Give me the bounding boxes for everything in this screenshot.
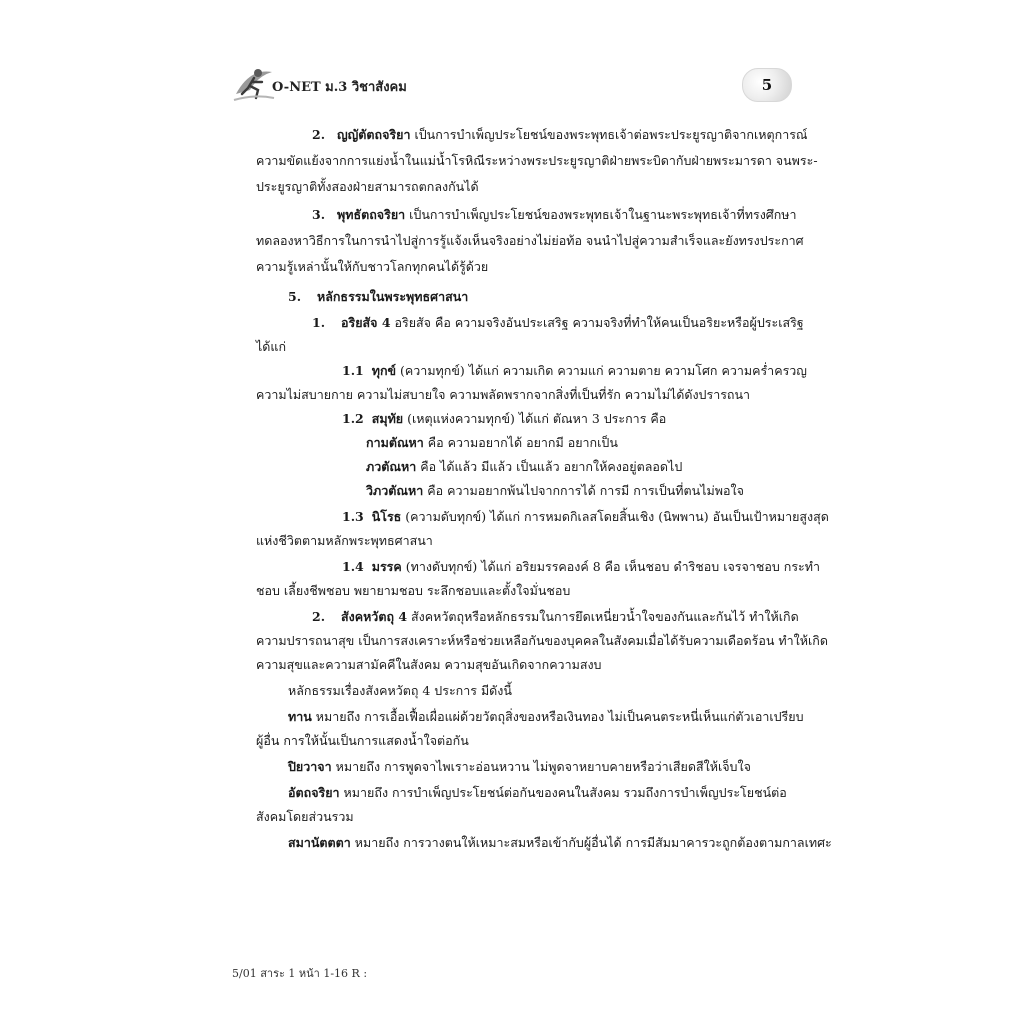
header-title: O-NET ม.3 วิชาสังคม bbox=[272, 80, 407, 95]
term-bold: นิโรธ bbox=[371, 509, 402, 524]
item-number: 1.1 bbox=[342, 363, 364, 378]
item-number: 2. bbox=[312, 609, 326, 624]
line-text: (ความทุกข์) ได้แก่ ความเกิด ความแก่ ความตาย ความโศก ความคร่ำครวญ bbox=[396, 363, 807, 378]
line-text: (ทางดับทุกข์) ได้แก่ อริยมรรคองค์ 8 คือ เห็นชอบ ดำริชอบ เจรจาชอบ กระทำ bbox=[401, 559, 821, 574]
item-number: 1. bbox=[312, 315, 326, 330]
paragraph-line bbox=[312, 314, 804, 332]
term-bold: อัตถจริยา bbox=[288, 785, 340, 800]
paragraph-line: ประยูรญาติทั้งสองฝ่ายสามารถตกลงกันได้ bbox=[256, 179, 479, 194]
term-bold: ทุกข์ bbox=[371, 363, 397, 378]
term-bold: กามตัณหา bbox=[366, 435, 424, 450]
term-bold: ญญัตัตถจริยา bbox=[336, 127, 411, 142]
page-number-badge: 5 bbox=[742, 68, 792, 102]
paragraph-line: ความปรารถนาสุข เป็นการสงเคราะห์หรือช่วยเหลือกันของบุคคลในสังคมเมื่อได้รับความเดือดร้อน ทำให้เกิด bbox=[256, 633, 828, 648]
line-text: อริยสัจ คือ ความจริงอันประเสริฐ ความจริงที่ทำให้คนเป็นอริยะหรือผู้ประเสริฐ bbox=[390, 315, 804, 330]
line-text: คือ ได้แล้ว มีแล้ว เป็นแล้ว อยากให้คงอยู่ตลอดไป bbox=[416, 459, 683, 474]
item-number: 1.4 bbox=[342, 559, 364, 574]
item-number: 3. bbox=[312, 207, 326, 222]
paragraph-line: ความขัดแย้งจากการแย่งน้ำในแม่น้ำโรหิณีระหว่างพระประยูรญาติฝ่ายพระบิดากับฝ่ายพระมารดา จนพระ- bbox=[256, 153, 818, 168]
paragraph-line bbox=[366, 482, 744, 500]
paragraph-line: ชอบ เลี้ยงชีพชอบ พยายามชอบ ระลึกชอบและตั้งใจมั่นชอบ bbox=[256, 583, 571, 598]
paragraph-line bbox=[342, 362, 807, 380]
line-text: หมายถึง การวางตนให้เหมาะสมหรือเข้ากับผู้อื่นได้ การมีสัมมาคารวะถูกต้องตามกาลเทศะ bbox=[350, 835, 832, 850]
paragraph-line: สังคมโดยส่วนรวม bbox=[256, 809, 354, 824]
line-text: สังคหวัตถุหรือหลักธรรมในการยึดเหนี่ยวน้ำใจของกันและกันไว้ ทำให้เกิด bbox=[407, 609, 799, 624]
page-header bbox=[232, 64, 792, 108]
paragraph-line: แห่งชีวิตตามหลักพระพุทธศาสนา bbox=[256, 533, 433, 548]
paragraph-line: ความไม่สบายกาย ความไม่สบายใจ ความพลัดพรากจากสิ่งที่เป็นที่รัก ความไม่ได้ดังปรารถนา bbox=[256, 387, 751, 402]
line-text: คือ ความอยากได้ อยากมี อยากเป็น bbox=[423, 435, 618, 450]
item-number: 1.3 bbox=[342, 509, 364, 524]
section-number: 5. bbox=[288, 289, 302, 304]
paragraph-line bbox=[366, 434, 618, 452]
term-bold: พุทธัตถจริยา bbox=[336, 207, 406, 222]
paragraph-line bbox=[288, 834, 832, 852]
paragraph-line bbox=[342, 410, 666, 428]
paragraph-line: ความรู้เหล่านั้นให้กับชาวโลกทุกคนได้รู้ด้วย bbox=[256, 259, 489, 274]
term-bold: อริยสัจ 4 bbox=[340, 315, 391, 330]
section-heading bbox=[288, 288, 468, 306]
term-bold: สมุทัย bbox=[371, 411, 404, 426]
term-bold: ปิยวาจา bbox=[288, 759, 332, 774]
paragraph-line bbox=[312, 206, 797, 224]
line-text: หมายถึง การบำเพ็ญประโยชน์ต่อกันของคนในสังคม รวมถึงการบำเพ็ญประโยชน์ต่อ bbox=[339, 785, 787, 800]
term-bold: สังคหวัตถุ 4 bbox=[340, 609, 408, 624]
paragraph-line bbox=[366, 458, 682, 476]
paragraph-line bbox=[342, 558, 820, 576]
term-bold: สมานัตตตา bbox=[288, 835, 351, 850]
paragraph-line bbox=[288, 708, 804, 726]
paragraph-line: ได้แก่ bbox=[256, 339, 287, 354]
term-bold: ภวตัณหา bbox=[366, 459, 417, 474]
term-bold: มรรค bbox=[371, 559, 402, 574]
line-text: หมายถึง การเอื้อเฟื้อเผื่อแผ่ด้วยวัตถุสิ่งของหรือเงินทอง ไม่เป็นคนตระหนี่เห็นแก่ตัวเอาเปรียบ bbox=[311, 709, 804, 724]
paragraph-line bbox=[312, 126, 808, 144]
line-text: (เหตุแห่งความทุกข์) ได้แก่ ตัณหา 3 ประการ คือ bbox=[403, 411, 667, 426]
line-text: เป็นการบำเพ็ญประโยชน์ของพระพุทธเจ้าต่อพระประยูรญาติจากเหตุการณ์ bbox=[410, 127, 808, 142]
item-number: 2. bbox=[312, 127, 326, 142]
line-text: คือ ความอยากพ้นไปจากการได้ การมี การเป็นที่ตนไม่พอใจ bbox=[423, 483, 744, 498]
paragraph-line bbox=[288, 758, 751, 776]
paragraph-line bbox=[342, 508, 829, 526]
paragraph-line bbox=[288, 784, 787, 802]
runner-logo-icon bbox=[232, 64, 276, 104]
paragraph-line: ทดลองหาวิธีการในการนำไปสู่การรู้แจ้งเห็นจริงอย่างไม่ย่อท้อ จนนำไปสู่ความสำเร็จและยังทรงประกาศ bbox=[256, 233, 804, 248]
paragraph-line bbox=[312, 608, 799, 626]
line-text: (ความดับทุกข์) ได้แก่ การหมดกิเลสโดยสิ้นเชิง (นิพพาน) อันเป็นเป้าหมายสูงสุด bbox=[401, 509, 829, 524]
paragraph-line: หลักธรรมเรื่องสังคหวัตถุ 4 ประการ มีดังนี้ bbox=[288, 683, 512, 698]
item-number: 1.2 bbox=[342, 411, 364, 426]
line-text: เป็นการบำเพ็ญประโยชน์ของพระพุทธเจ้าในฐานะพระพุทธเจ้าที่ทรงศึกษา bbox=[405, 207, 797, 222]
term-bold: ทาน bbox=[288, 709, 312, 724]
paragraph-line: ผู้อื่น การให้นั้นเป็นการแสดงน้ำใจต่อกัน bbox=[256, 733, 469, 748]
paragraph-line: ความสุขและความสามัคคีในสังคม ความสุขอันเกิดจากความสงบ bbox=[256, 657, 602, 672]
page-footer: 5/01 สาระ 1 หน้า 1-16 R : bbox=[232, 967, 368, 980]
line-text: หมายถึง การพูดจาไพเราะอ่อนหวาน ไม่พูดจาหยาบคายหรือว่าเสียดสีให้เจ็บใจ bbox=[331, 759, 751, 774]
section-title: หลักธรรมในพระพุทธศาสนา bbox=[316, 289, 469, 304]
term-bold: วิภวตัณหา bbox=[366, 483, 424, 498]
